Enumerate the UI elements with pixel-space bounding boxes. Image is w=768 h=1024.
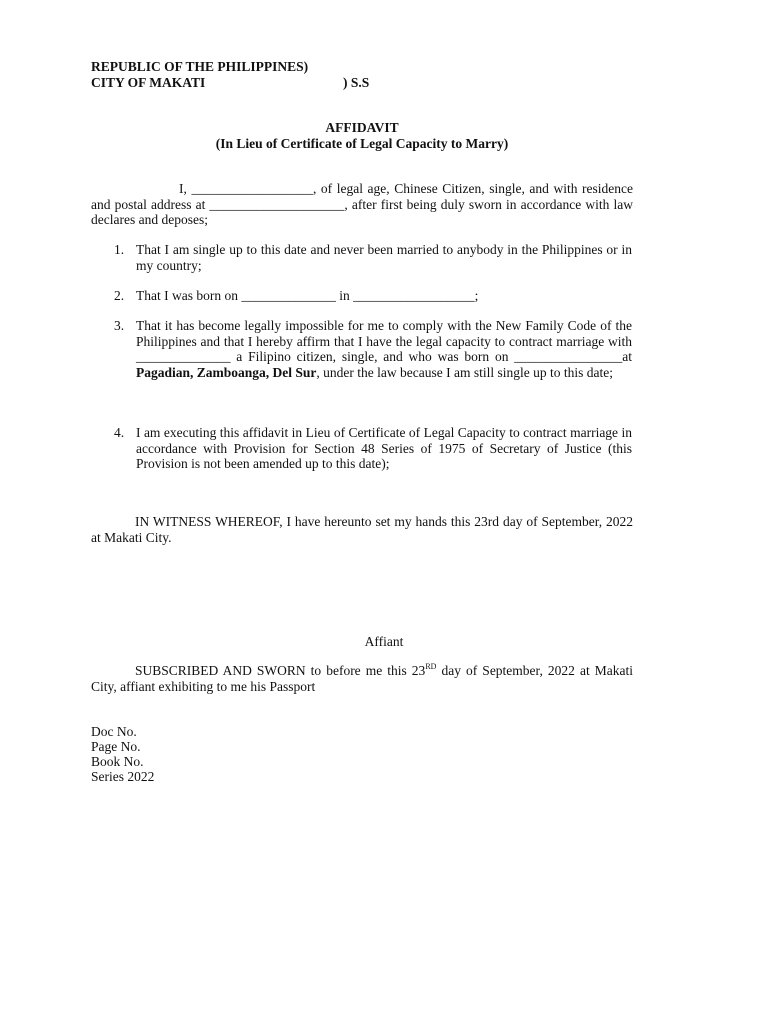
venue-city-name: CITY OF MAKATI [91,75,206,90]
jurat-superscript: RD [425,662,437,671]
doc-no: Doc No. [91,724,137,739]
jurat-text: SUBSCRIBED AND SWORN to before me this 23 [135,663,426,678]
intro-paragraph: I, __________________, of legal age, Chinese Citizen, single, and with residence and postal address at ____________________, after first being duly sworn in accordance with law declares and deposes; [91,181,633,227]
list-item-text: That I am single up to this date and never been married to anybody in the Philippines or in my country; [136,242,632,273]
list-item-text: That I was born on ______________ in __________________; [136,288,479,303]
list-item-4 [114,425,632,472]
book-no: Book No. [91,754,144,769]
venue-ss: ) S.S [343,75,370,90]
list-item-number: 1. [114,242,125,257]
document-title: AFFIDAVIT [325,120,399,135]
page-no: Page No. [91,739,141,754]
venue-republic: REPUBLIC OF THE PHILIPPINES) [91,59,309,74]
list-item-number: 3. [114,318,125,333]
list-item-3 [114,318,632,380]
document-subtitle: (In Lieu of Certificate of Legal Capacity to Marry) [215,136,509,151]
venue-city [91,75,391,91]
series-no: Series 2022 [91,769,155,784]
jurat-text-end: day of September, 2022 at Makati City, affiant exhibiting to me his Passport [91,663,633,694]
list-item-2 [114,288,632,304]
list-item-number: 2. [114,288,125,303]
list-item-text: That it has become legally impossible for me to comply with the New Family Code of the Philippines and that I hereby affirm that I have the legal capacity to contract marriage with ______________ a Filipino citizen, single, and who was born on ________________at [136,318,632,364]
birthplace-bold: Pagadian, Zamboanga, Del Sur [136,364,317,380]
jurat-paragraph [91,663,633,694]
list-item-text-end: , under the law because I am still single up to this date; [316,364,613,380]
list-item-number: 4. [114,425,125,440]
list-item-1 [114,242,632,273]
affiant-label: Affiant [364,634,404,649]
list-item-text: I am executing this affidavit in Lieu of Certificate of Legal Capacity to contract marriage in accordance with Provision for Section 48 Series of 1975 of Secretary of Justice (this Provision is not been amended up to this date); [136,425,632,471]
witness-paragraph: IN WITNESS WHEREOF, I have hereunto set my hands this 23rd day of September, 2022 at Makati City. [91,514,633,545]
